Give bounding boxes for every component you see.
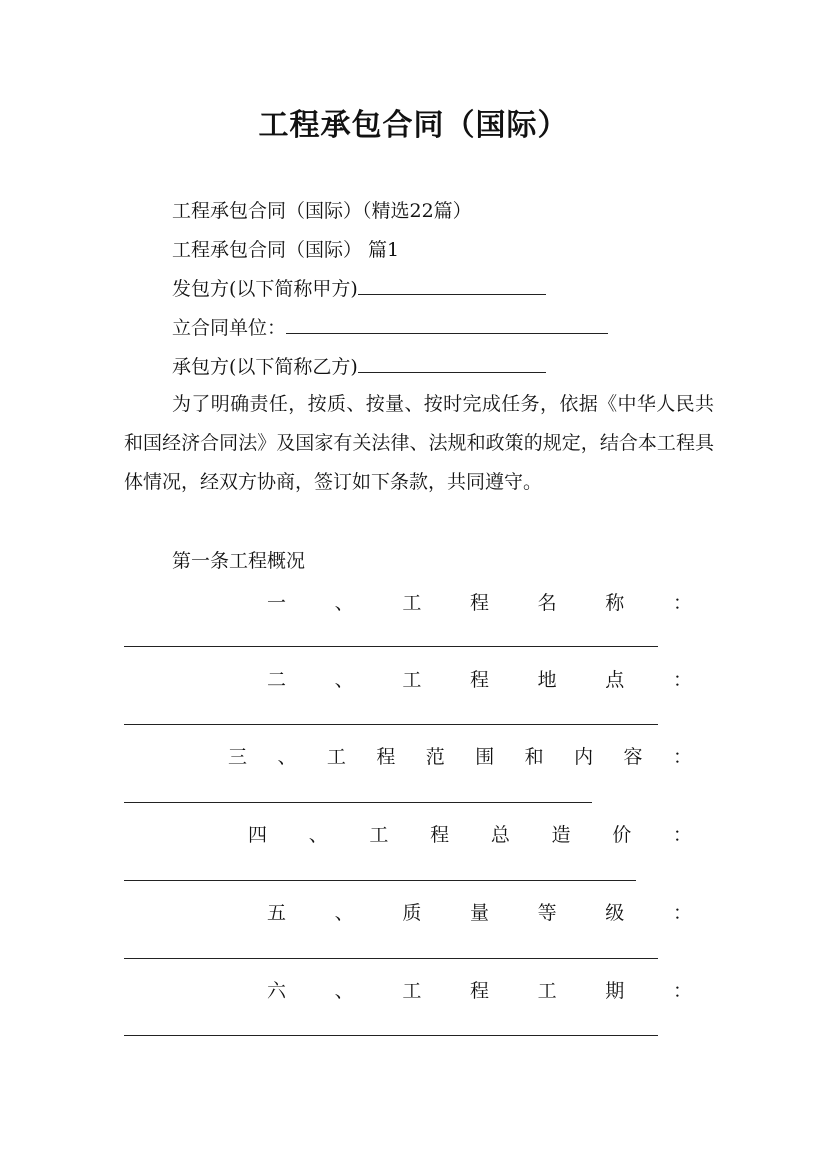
item-char: 点 <box>605 668 625 691</box>
party-a-field <box>172 276 546 302</box>
item-char: 二 <box>267 668 287 691</box>
item-char: 和 <box>524 745 544 768</box>
item-char: 、 <box>277 745 297 768</box>
item-char: 容 <box>623 745 643 768</box>
item-char: 工 <box>402 668 422 691</box>
item-char: 工 <box>402 979 422 1002</box>
item-char: 、 <box>334 979 354 1002</box>
preamble-paragraph: 为了明确责任，按质、按量、按时完成任务，依据《中华人民共和国经济合同法》及国家有关法律、法规和政策的规定，结合本工程具体情况，经双方协商，签订如下条款，共同遵守。 <box>124 393 714 493</box>
item-total-cost <box>248 819 692 847</box>
item-char: 围 <box>475 745 495 768</box>
item-project-location-blank <box>124 724 658 725</box>
item-char: 等 <box>537 901 557 924</box>
party-b-blank <box>358 354 546 373</box>
item-char: ： <box>672 823 692 846</box>
item-char: 价 <box>612 823 632 846</box>
item-char: 地 <box>537 668 557 691</box>
item-char: ： <box>672 591 692 614</box>
item-char: 一 <box>267 591 287 614</box>
item-char: 程 <box>376 745 396 768</box>
document-title: 工程承包合同（国际） <box>258 108 569 143</box>
item-project-duration <box>267 975 692 1003</box>
item-project-scope-blank <box>124 802 592 803</box>
item-char: 总 <box>490 823 510 846</box>
item-char: 造 <box>551 823 571 846</box>
party-a-label: 发包方(以下简称甲方) <box>172 278 358 300</box>
item-char: 、 <box>334 591 354 614</box>
item-char: 四 <box>248 823 268 846</box>
item-quality-grade <box>267 897 692 925</box>
party-b-label: 承包方(以下简称乙方) <box>172 356 358 378</box>
item-char: ： <box>672 668 692 691</box>
item-project-name <box>267 587 692 615</box>
item-char: 程 <box>469 979 489 1002</box>
item-project-duration-blank <box>124 1035 658 1036</box>
item-char: 、 <box>334 901 354 924</box>
item-char: ： <box>672 745 692 768</box>
item-char: 内 <box>574 745 594 768</box>
item-char: 六 <box>267 979 287 1002</box>
item-char: 量 <box>469 901 489 924</box>
article-1-heading: 第一条工程概况 <box>172 550 306 572</box>
item-char: 期 <box>605 979 625 1002</box>
section-heading: 工程承包合同（国际） 篇1 <box>172 239 400 261</box>
item-char: 范 <box>425 745 445 768</box>
item-char: 称 <box>605 591 625 614</box>
item-char: 质 <box>402 901 422 924</box>
party-a-blank <box>358 276 546 295</box>
item-char: ： <box>672 979 692 1002</box>
item-char: 、 <box>334 668 354 691</box>
item-char: 工 <box>369 823 389 846</box>
item-char: 三 <box>228 745 248 768</box>
item-char: 工 <box>326 745 346 768</box>
item-char: 程 <box>469 668 489 691</box>
item-char: 、 <box>308 823 328 846</box>
party-b-field <box>172 354 546 380</box>
contract-unit-field <box>172 315 608 341</box>
item-char: 名 <box>537 591 557 614</box>
item-char: 级 <box>605 901 625 924</box>
document-subtitle: 工程承包合同（国际）（精选22篇） <box>172 200 472 222</box>
item-char: 五 <box>267 901 287 924</box>
item-char: 程 <box>469 591 489 614</box>
contract-unit-blank <box>286 315 608 334</box>
item-quality-grade-blank <box>124 958 658 959</box>
item-total-cost-blank <box>124 880 636 881</box>
item-char: 工 <box>537 979 557 1002</box>
item-project-location <box>267 664 692 692</box>
item-char: 程 <box>430 823 450 846</box>
item-project-scope <box>228 741 692 769</box>
contract-unit-label: 立合同单位： <box>172 317 287 339</box>
item-project-name-blank <box>124 646 658 647</box>
item-char: 工 <box>402 591 422 614</box>
item-char: ： <box>672 901 692 924</box>
